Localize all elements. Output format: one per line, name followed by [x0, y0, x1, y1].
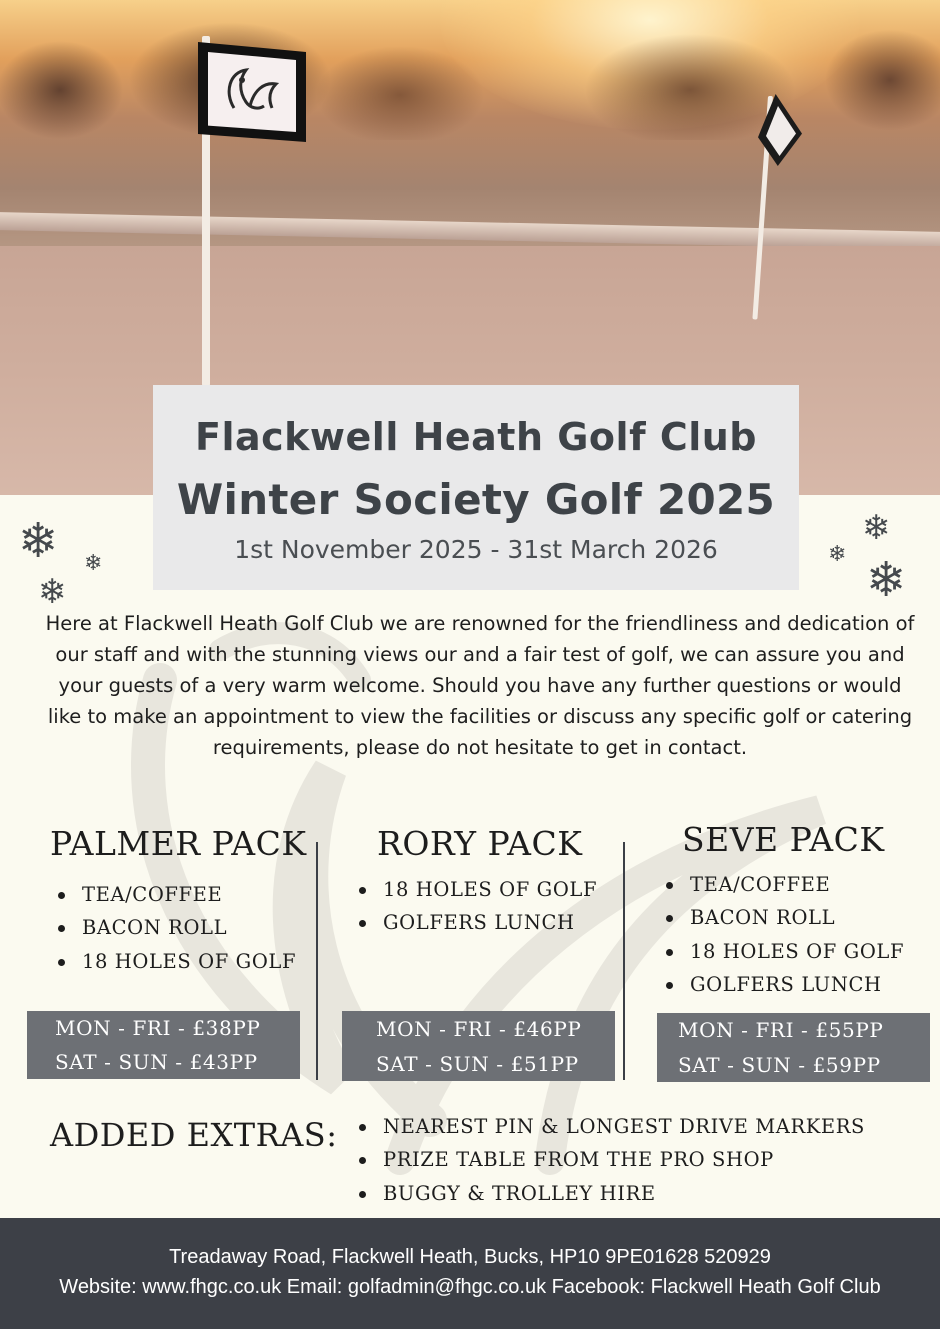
weekend-price: SAT - SUN - £59PP: [678, 1053, 881, 1077]
list-item: 18 HOLES OF GOLF: [357, 873, 597, 906]
list-item: BACON ROLL: [56, 911, 296, 944]
list-item: 18 HOLES OF GOLF: [56, 945, 296, 978]
list-item: TEA/COFFEE: [664, 868, 904, 901]
list-item: PRIZE TABLE FROM THE PRO SHOP: [357, 1143, 865, 1176]
snowflake-icon: ❄: [866, 554, 907, 607]
pack-items-seve: [664, 868, 904, 1001]
flag-logo-icon: [220, 62, 288, 120]
event-title-heading: Winter Society Golf 2025: [176, 475, 776, 524]
list-item: NEAREST PIN & LONGEST DRIVE MARKERS: [357, 1110, 865, 1143]
snowflake-icon: ❄: [38, 573, 67, 611]
weekend-price: SAT - SUN - £51PP: [376, 1052, 579, 1076]
weekend-price: SAT - SUN - £43PP: [55, 1050, 258, 1074]
treeline: [0, 20, 940, 140]
list-item: TEA/COFFEE: [56, 878, 296, 911]
snowflake-icon: ❄: [18, 515, 59, 568]
column-divider: [623, 842, 625, 1080]
column-divider: [316, 842, 318, 1080]
intro-paragraph: Here at Flackwell Heath Golf Club we are renowned for the friendliness and dedication of our staff and with the stunning views our and a fair test of golf, we can assure you and your guests of a very warm welcome. Should you have any further questions or would like to make an appointment to view the facilities or discuss any specific golf or catering requirements, please do not hesitate to get in contact.: [45, 612, 915, 759]
pack-items-rory: [357, 873, 597, 940]
list-item: BACON ROLL: [664, 901, 904, 934]
list-item: GOLFERS LUNCH: [357, 906, 597, 939]
title-box: [153, 385, 799, 590]
price-box-seve: [657, 1013, 930, 1082]
pack-title-palmer: PALMER PACK: [50, 824, 307, 863]
pack-title-seve: SEVE PACK: [682, 820, 885, 859]
club-name-heading: Flackwell Heath Golf Club: [195, 415, 757, 459]
extras-list: [357, 1110, 865, 1210]
weekday-price: MON - FRI - £46PP: [376, 1017, 582, 1041]
frost-ridge: [0, 212, 940, 251]
event-dates: 1st November 2025 - 31st March 2026: [234, 535, 718, 564]
weekday-price: MON - FRI - £55PP: [678, 1018, 884, 1042]
price-box-palmer: [27, 1011, 300, 1079]
list-item: BUGGY & TROLLEY HIRE: [357, 1177, 865, 1210]
snowflake-icon: ❄: [84, 550, 103, 575]
pack-items-palmer: [56, 878, 296, 978]
price-box-rory: [342, 1011, 615, 1081]
footer: [0, 1218, 940, 1329]
weekday-price: MON - FRI - £38PP: [55, 1016, 261, 1040]
list-item: 18 HOLES OF GOLF: [664, 935, 904, 968]
snowflake-icon: ❄: [862, 509, 891, 547]
footer-contact: Website: www.fhgc.co.uk Email: golfadmin@fhgc.co.uk Facebook: Flackwell Heath Golf Club: [59, 1276, 881, 1298]
extras-heading: ADDED EXTRAS:: [50, 1116, 338, 1154]
footer-address: Treadaway Road, Flackwell Heath, Bucks, HP10 9PE01628 520929: [169, 1246, 771, 1268]
list-item: GOLFERS LUNCH: [664, 968, 904, 1001]
snowflake-icon: ❄: [828, 541, 847, 566]
pack-title-rory: RORY PACK: [377, 824, 583, 863]
